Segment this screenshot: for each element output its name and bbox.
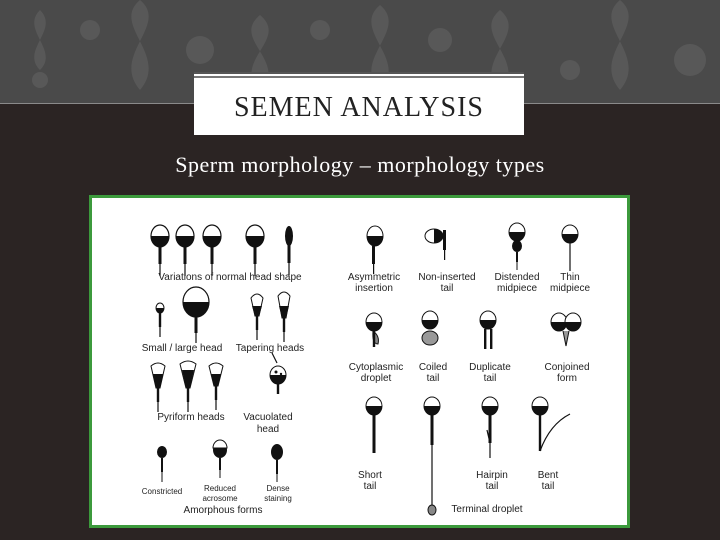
pyriform-sperm xyxy=(151,361,223,412)
label-reduced-2: acrosome xyxy=(202,494,238,503)
label-tapering: Tapering heads xyxy=(235,343,305,354)
duplicate-tail-sperm xyxy=(480,311,496,349)
non-inserted-tail-sperm xyxy=(425,229,446,260)
normal-head-sperm xyxy=(151,225,293,276)
title-box xyxy=(194,72,524,135)
morphology-figure xyxy=(89,195,630,528)
label-reduced-1: Reduced xyxy=(203,484,237,493)
label-short-1: Short xyxy=(358,470,382,481)
bent-tail-sperm xyxy=(532,397,570,451)
label-asym-1: Asymmetric xyxy=(347,272,401,283)
label-dense-2: staining xyxy=(264,494,292,503)
label-conjoined-2: form xyxy=(557,373,577,384)
terminal-droplet-sperm xyxy=(424,397,440,515)
label-asym-2: insertion xyxy=(355,283,393,294)
label-short-2: tail xyxy=(363,481,377,492)
distended-midpiece-sperm xyxy=(509,223,525,270)
label-hairpin-1: Hairpin xyxy=(476,470,508,481)
label-cyto-1: Cytoplasmic xyxy=(348,362,404,373)
label-vacuolated-1: Vacuolated xyxy=(243,412,293,423)
label-distended-1: Distended xyxy=(494,272,540,283)
label-amorphous: Amorphous forms xyxy=(183,505,263,516)
label-bent-2: tail xyxy=(541,481,555,492)
label-bent-1: Bent xyxy=(537,470,559,481)
label-pyriform: Pyriform heads xyxy=(157,412,225,423)
label-coiled-1: Coiled xyxy=(418,362,448,373)
title-rule xyxy=(194,76,524,78)
label-noninserted-1: Non-inserted xyxy=(418,272,476,283)
label-constricted: Constricted xyxy=(141,487,183,496)
tapering-sperm xyxy=(251,292,290,342)
asymmetric-insertion-sperm xyxy=(367,226,383,274)
coiled-tail-sperm xyxy=(422,311,438,345)
label-cyto-2: droplet xyxy=(360,373,392,384)
cytoplasmic-droplet-sperm xyxy=(366,313,382,347)
conjoined-form-sperm xyxy=(551,313,581,346)
hairpin-tail-sperm xyxy=(482,397,498,458)
morphology-diagram xyxy=(92,198,627,525)
label-thin-1: Thin xyxy=(560,272,580,283)
label-normal: Variations of normal head shape xyxy=(158,272,302,283)
amorphous-sperm xyxy=(157,440,283,482)
label-distended-2: midpiece xyxy=(496,283,538,294)
label-dense-1: Dense xyxy=(266,484,290,493)
vacuolated-sperm xyxy=(270,353,286,394)
label-terminal: Terminal droplet xyxy=(451,504,523,515)
label-coiled-2: tail xyxy=(426,373,440,384)
small-large-sperm xyxy=(156,287,209,343)
label-thin-2: midpiece xyxy=(549,283,591,294)
thin-midpiece-sperm xyxy=(562,225,578,271)
label-small-large: Small / large head xyxy=(141,343,223,354)
label-duplicate-2: tail xyxy=(483,373,497,384)
short-tail-sperm xyxy=(366,397,382,453)
page-title: SEMEN ANALYSIS xyxy=(233,92,484,123)
label-conjoined-1: Conjoined xyxy=(544,362,590,373)
label-duplicate-1: Duplicate xyxy=(469,362,511,373)
page-subtitle: Sperm morphology – morphology types xyxy=(175,152,545,177)
label-vacuolated-2: head xyxy=(256,424,280,435)
label-noninserted-2: tail xyxy=(440,283,454,294)
label-hairpin-2: tail xyxy=(485,481,499,492)
